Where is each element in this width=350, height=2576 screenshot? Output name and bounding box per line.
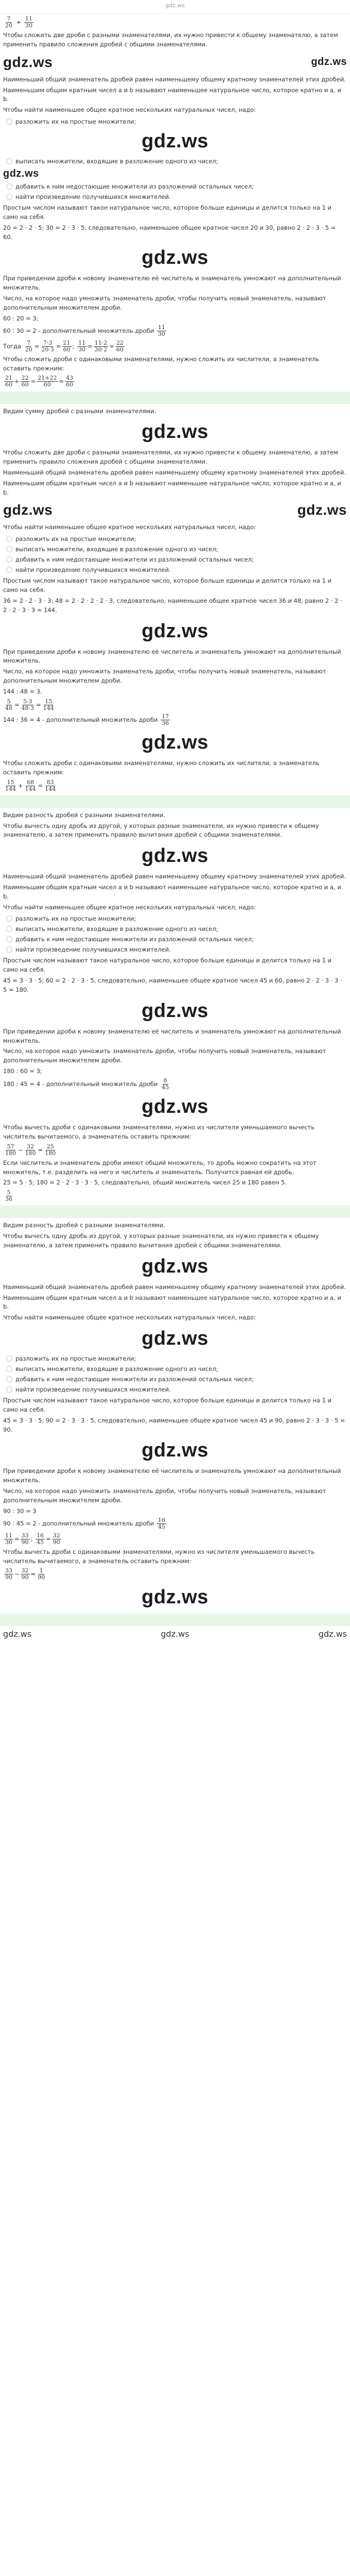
paragraph: 36 = 2 · 2 · 3 · 3; 48 = 2 · 2 · 2 · 2 · 3, следовательно, наименьшее общее кратное чисел 36 и 48, равно 2 · 2 · 2 · 2 · 3 · 3 = 144. [3,597,342,614]
paragraph: Если числитель и знаменатель дроби имеют общий множитель, то дробь можно сократить на этот множитель, т.е. разделить на него и числитель и знаменатель. Получится равная ей дробь. [3,1159,317,1176]
paragraph: Число, на которое надо умножить знаменатель дроби, чтобы получить новый знаменатель, называют дополнительным множителем дроби. [3,294,326,311]
paragraph: 180 : 45 = 4 - дополнительный множитель дроби $\frac{8}{45}$ [3,1077,169,1091]
paragraph: Чтобы вычесть одну дробь из другой, у которых разные знаменатели, их нужно привести к общему знаменателю, а затем применить правило вычитания дробей с общими знаменателями. [3,822,319,839]
paragraph: При приведении дроби к новому знаменателю её числитель и знаменатель умножают на дополнительный множитель. [3,648,341,665]
equation: Тогда $\frac{7}{20}$ = $\frac{7\cdot 3}{20\cdot 3}$ = $\frac{21}{60}$ ; $\frac{11}{30}$ = $\frac{11\cdot 2}{30\cdot 2}$ = $\frac{22}{60}$ [3,339,124,353]
watermark: gdz.ws [3,54,53,70]
paragraph: Видим разность дробей с разными знаменателями. [3,811,165,819]
paragraph: 144 : 48 = 3. [3,687,42,695]
list-item: выписать множители, входящие в разложение одного из чисел; [6,158,347,165]
equation: $\frac{21}{60}$ + $\frac{22}{60}$ = $\frac{21+22}{60}$ = $\frac{43}{60}$ [5,375,74,388]
watermark: gdz.ws [142,1328,208,1350]
bullet-icon [6,1386,12,1393]
paragraph: Чтобы вычесть одну дробь из другой, у которых разные знаменатели, их нужно привести к общему знаменателю, а затем применить правило вычитания дробей с общими знаменателями. [3,1232,319,1249]
bullet-icon [6,556,12,563]
equation: $\frac{33}{90}$ − $\frac{32}{90}$ = $\frac{1}{90}$ [5,1567,45,1581]
answer-band [0,1614,350,1626]
paragraph: 60 : 20 = 3; [3,314,39,322]
watermark: gdz.ws [142,999,208,1022]
bullet-icon [6,536,12,542]
equation: $\frac{15}{144}$ + $\frac{68}{144}$ = $\frac{83}{144}$ [5,778,56,792]
bullet-icon [6,183,12,190]
paragraph: Чтобы сложить дроби с одинаковыми знаменателями, нужно сложить их числители, а знаменатель оставить прежним: [3,355,320,372]
list-item: разложить их на простые множители; [6,1355,347,1362]
list-item: найти произведение получившихся множителей. [6,946,347,953]
equation: $\frac{11}{30}$ = $\frac{33}{90}$ ; $\frac{16}{45}$ = $\frac{32}{90}$ [5,1532,60,1546]
watermark: gdz.ws [142,845,208,867]
answer-band [0,795,350,808]
watermark: gdz.ws [142,620,208,642]
equation: $\frac{5}{36}$ [5,1189,12,1203]
watermark: gdz.ws [142,1095,208,1117]
paragraph: При приведении дроби к новому знаменателю её числитель и знаменатель умножают на дополнительный множитель. [3,1027,341,1044]
watermark: gdz.ws [3,168,39,180]
bullet-icon [6,118,12,125]
paragraph: Чтобы найти наименьшее общее кратное нескольких натуральных чисел, надо: [3,1314,256,1321]
answer-band [0,1206,350,1218]
paragraph: Наименьшим общим кратным чисел a и b называют наименьшее натуральное число, которое кратно и a, и b. [3,86,341,103]
watermark: gdz.ws [142,247,208,269]
paragraph: 90 : 45 = 2 - дополнительный множитель дроби $\frac{16}{45}$ [3,1517,165,1531]
paragraph: 180 : 60 = 3; [3,1067,42,1075]
paragraph: Простым числом называют такое натуральное число, которое больше единицы и делится только на 1 и само на себя. [3,204,332,221]
footer-link[interactable]: gdz.ws [3,1629,32,1639]
list-item: разложить их на простые множители; [6,915,347,922]
paragraph: 45 = 3 · 3 · 5; 90 = 2 · 3 · 3 · 5, следовательно, наименьшее общее кратное чисел 45 и 90, равно 2 · 3 · 3 · 5 = 90. [3,1416,345,1433]
paragraph: Видим разность дробей с разными знаменателями. [3,1222,165,1229]
paragraph: Чтобы сложить дроби с одинаковыми знаменателями, нужно сложить их числители, а знаменатель оставить прежним: [3,759,320,776]
paragraph: 25 = 5 · 5; 180 = 2 · 2 · 3 · 3 · 5, следовательно, общий множитель чисел 25 и 180 равен 5. [3,1179,287,1187]
paragraph: Чтобы найти наименьшее общее кратное нескольких натуральных чисел, надо: [3,523,256,531]
paragraph: Чтобы вычесть дроби с одинаковыми знаменателями, нужно из числителя уменьшаемого вычесть числитель вычитаемого, а знаменатель оставить прежним: [3,1123,315,1140]
paragraph: Чтобы найти наименьшее общее кратное нескольких натуральных чисел, надо: [3,903,256,911]
watermark: gdz.ws [142,1586,208,1608]
paragraph: Простым числом называют такое натуральное число, которое больше единицы и делится только на 1 и само на себя. [3,577,332,594]
watermark: gdz.ws [142,731,208,753]
list-item: разложить их на простые множители; [6,535,347,543]
list-item: найти произведение получившихся множителей. [6,193,347,200]
bullet-icon [6,946,12,953]
bullet-icon [6,546,12,552]
watermark: gdz.ws [142,1439,208,1462]
paragraph: Число, на которое надо умножить знаменатель дроби, чтобы получить новый знаменатель, называют дополнительным множителем дроби. [3,668,326,684]
paragraph: Простым числом называют такое натуральное число, которое больше единицы и делится только на 1 и само на себя. [3,1397,332,1413]
watermark: gdz.ws [142,130,208,152]
solution-content [0,16,350,1639]
watermark: gdz.ws [297,502,347,518]
bullet-icon [6,936,12,942]
answer-band [0,392,350,404]
paragraph: При приведении дроби к новому знаменателю её числитель и знаменатель умножают на дополнительный множитель. [3,1467,341,1484]
paragraph: 60 : 30 = 2 - дополнительный множитель дроби $\frac{11}{30}$ [3,324,165,338]
paragraph: 45 = 3 · 3 · 5; 60 = 2 · 2 · 3 · 5, следовательно, наименьшее общее кратное чисел 45 и 60, равно 2 · 2 · 3 · 3 · 5 = 180. [3,977,342,993]
paragraph: Чтобы вычесть дроби с одинаковыми знаменателями, нужно из числителя уменьшаемого вычесть числитель вычитаемого, а знаменатель оставить прежним: [3,1548,315,1565]
paragraph: Наименьший общий знаменатель дробей равен наименьшему общему кратному знаменателей этих дробей. [3,75,346,83]
paragraph: Наименьшим общим кратным чисел a и b называют наименьшее натуральное число, которое кратно и a, и b. [3,479,341,496]
paragraph: Наименьший общий знаменатель дробей равен наименьшему общему кратному знаменателей этих дробей. [3,873,346,880]
bullet-icon [6,926,12,932]
paragraph: Чтобы сложить две дроби с разными знаменателями, их нужно привести к общему знаменателю, а затем применить правило сложения дробей с общими знаменателями. [3,449,338,466]
watermark: gdz.ws [142,421,208,443]
bullet-icon [6,567,12,573]
equation: $\frac{57}{180}$ − $\frac{32}{180}$ = $\frac{25}{180}$ [5,1143,56,1157]
list-item: добавить к ним недостающие множители из разложений остальных чисел; [6,936,347,943]
footer-link[interactable]: gdz.ws [318,1629,347,1639]
footer-link[interactable]: gdz.ws [161,1629,189,1639]
bullet-icon [6,1376,12,1382]
paragraph: Число, на которое надо умножить знаменатель дроби, чтобы получить новый знаменатель, называют дополнительным множителем дроби. [3,1487,326,1504]
bullet-icon [6,158,12,164]
paragraph: Простым числом называют такое натуральное число, которое больше единицы и делится только на 1 и само на себя. [3,957,332,974]
paragraph: Чтобы сложить две дроби с разными знаменателями, их нужно привести к общему знаменателю, а затем применить правило сложения дробей с общими знаменателями. [3,31,338,48]
paragraph: Наименьший общий знаменатель дробей равен наименьшему общему кратному знаменателей этих дробей. [3,1283,346,1291]
watermark: gdz.ws [3,502,53,518]
paragraph: Наименьшим общим кратным чисел a и b называют наименьшее натуральное число, которое кратно и a, и b. [3,884,341,900]
paragraph: При приведении дроби к новому знаменателю её числитель и знаменатель умножают на дополнительный множитель. [3,275,341,292]
bullet-icon [6,1355,12,1362]
watermark: gdz.ws [142,1255,208,1277]
paragraph: 90 : 30 = 3 [3,1507,37,1515]
list-item: найти произведение получившихся множителей. [6,566,347,573]
watermark: gdz.ws [311,56,347,68]
list-item: добавить к ним недостающие множители из разложений остальных чисел; [6,1376,347,1383]
list-item: выписать множители, входящие в разложение одного из чисел; [6,1365,347,1372]
list-item: выписать множители, входящие в разложение одного из чисел; [6,546,347,553]
equation: $\frac{5}{48}$ = $\frac{5\cdot 3}{48\cdot 3}$ = $\frac{15}{144}$ [5,698,54,711]
list-item: добавить к ним недостающие множители из разложений остальных чисел; [6,183,347,190]
paragraph: 144 : 36 = 4 - дополнительный множитель дроби $\frac{17}{36}$ [3,713,169,726]
paragraph: Наименьшим общим кратным чисел a и b называют наименьшее натуральное число, которое кратно и a, и b. [3,1294,341,1311]
paragraph: Наименьший общий знаменатель дробей равен наименьшему общему кратному знаменателей этих дробей. [3,469,346,476]
site-header[interactable]: gdz.ws [0,0,350,14]
paragraph: Число, на которое надо умножить знаменатель дроби, чтобы получить новый знаменатель, называют дополнительным множителем дроби. [3,1047,326,1064]
paragraph: Видим сумму дробей с разными знаменателями. [3,407,156,415]
paragraph: 20 = 2 · 2 · 5; 30 = 2 · 3 · 5, следовательно, наименьшее общее кратное чисел 20 и 30, равно 2 · 2 · 3 · 5 = 60. [3,224,336,241]
list-item: разложить их на простые множители; [6,118,347,125]
bullet-icon [6,916,12,922]
equation: $\frac{7}{20}$ + $\frac{11}{30}$ [5,15,32,29]
bullet-icon [6,1366,12,1372]
list-item: добавить к ним недостающие множители из разложений остальных чисел; [6,556,347,563]
bullet-icon [6,194,12,200]
list-item: найти произведение получившихся множителей. [6,1386,347,1393]
list-item: выписать множители, входящие в разложение одного из чисел; [6,925,347,933]
footer [3,1629,347,1639]
paragraph: Чтобы найти наименьшее общее кратное нескольких натуральных чисел, надо: [3,106,256,114]
